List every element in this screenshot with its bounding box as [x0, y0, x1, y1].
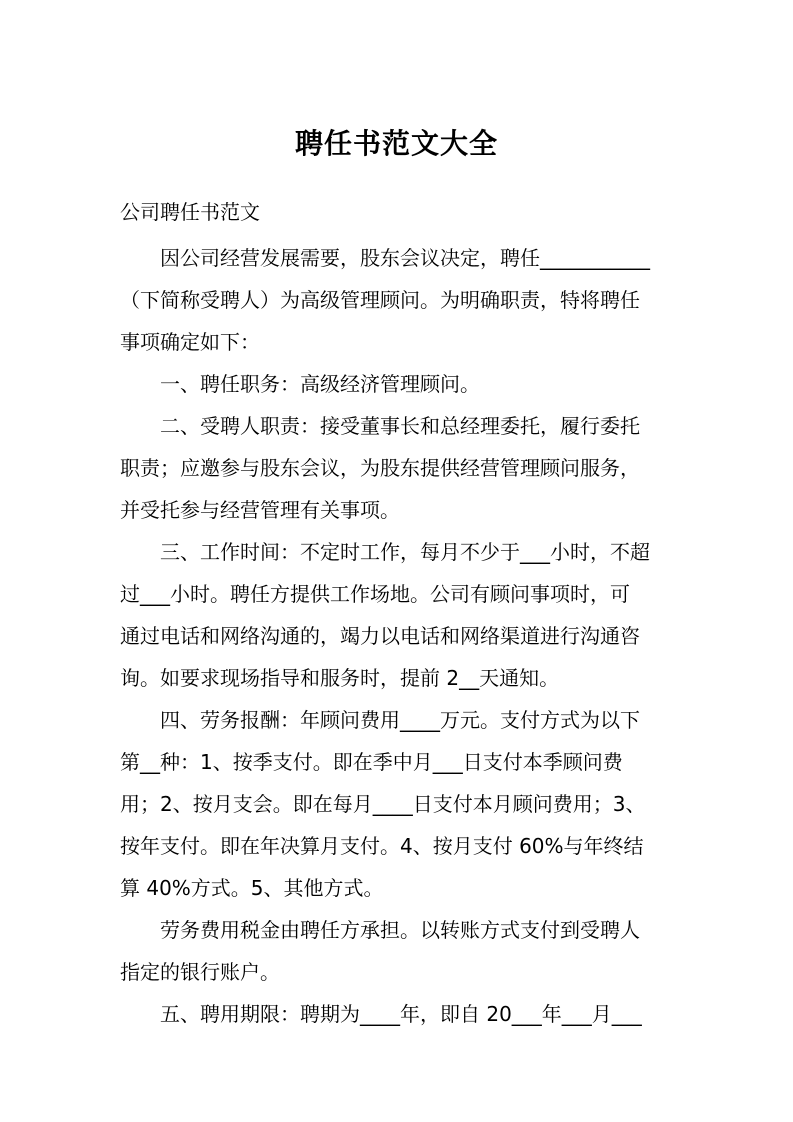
document-title: 聘任书范文大全 [294, 127, 498, 160]
paragraph-line: 询。如要求现场指导和服务时，提前 2__天通知。 [120, 666, 560, 690]
paragraph-line: 五、聘用期限：聘期为____年，即自 20___年___月___ [160, 1002, 642, 1026]
paragraph-line: 因公司经营发展需要，股东会议决定，聘任___________ [160, 246, 650, 270]
paragraph-line: 四、劳务报酬：年顾问费用____万元。支付方式为以下 [160, 708, 640, 732]
paragraph-line: 指定的银行账户。 [120, 960, 280, 984]
paragraph-line: 二、受聘人职责：接受董事长和总经理委托，履行委托 [160, 414, 640, 438]
paragraph-line: 第__种：1、按季支付。即在季中月___日支付本季顾问费 [120, 750, 623, 774]
paragraph-line: 算 40%方式。5、其他方式。 [120, 876, 384, 900]
paragraph-line: 通过电话和网络沟通的，竭力以电话和网络渠道进行沟通咨 [120, 624, 640, 648]
paragraph-line: 三、工作时间：不定时工作，每月不少于___小时，不超 [160, 540, 650, 564]
paragraph-line: 并受托参与经营管理有关事项。 [120, 498, 400, 522]
paragraph-line: （下简称受聘人）为高级管理顾问。为明确职责，特将聘任 [120, 288, 640, 312]
paragraph-line: 事项确定如下： [120, 330, 260, 354]
document-subtitle: 公司聘任书范文 [120, 200, 260, 224]
paragraph-line: 职责；应邀参与股东会议，为股东提供经营管理顾问服务， [120, 456, 640, 480]
paragraph-line: 过___小时。聘任方提供工作场地。公司有顾问事项时，可 [120, 582, 630, 606]
document-body [120, 237, 675, 1035]
paragraph-line: 按年支付。即在年决算月支付。4、按月支付 60%与年终结 [120, 834, 644, 858]
paragraph-line: 用；2、按月支会。即在每月____日支付本月顾问费用；3、 [120, 792, 646, 816]
paragraph-line: 劳务费用税金由聘任方承担。以转账方式支付到受聘人 [160, 918, 640, 942]
paragraph-line: 一、聘任职务：高级经济管理顾问。 [160, 372, 480, 396]
